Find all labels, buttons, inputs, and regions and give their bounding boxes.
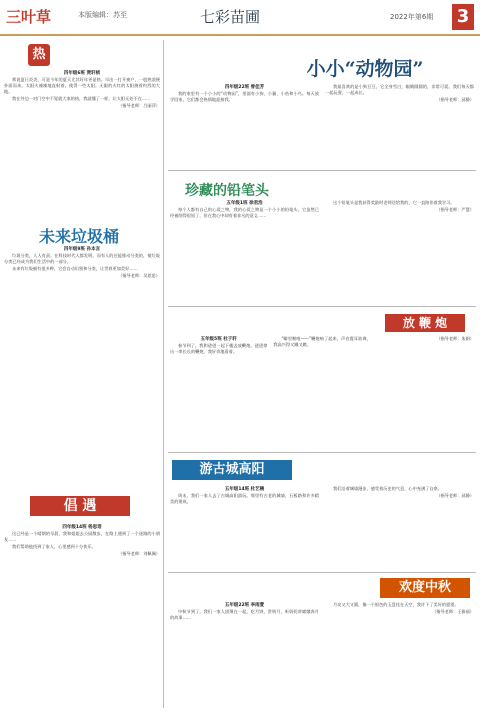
- article-title-re: 热: [28, 44, 50, 66]
- section-divider: [168, 452, 476, 453]
- teacher-sign: （指导老师：邱静）: [436, 493, 474, 499]
- article-encounter: [4, 524, 160, 704]
- paragraph: 每个人都有自己的心爱之物，我的心爱之物是一个小小的铅笔头。它虽然已经被削得很短了，但在我心中却有着非凡的意义……: [170, 207, 319, 219]
- article-trash: [4, 246, 160, 396]
- masthead-logo: 三叶草: [6, 8, 52, 26]
- article-zoo: [170, 84, 474, 164]
- teacher-sign: （指导老师：邱静）: [436, 97, 474, 103]
- teacher-sign: （指导老师：王雅丽）: [432, 609, 474, 615]
- paragraph: 月亮又大又圆，像一个银色的玉盘挂在天空，我许下了美好的愿望。: [333, 602, 459, 607]
- paragraph: 春节到了，我和爸爸一起下楼去放鞭炮。爸爸拿出一串长长的鞭炮，我好奇地看着。: [170, 343, 268, 355]
- byline: 五年级22班 李雨萱: [224, 603, 265, 608]
- paragraph: 周末，我们一家人去了古城高阳游玩。那里有古老的城墙、石板路和许多精美的建筑。: [170, 493, 319, 505]
- paragraph: 我们帮助他找到了家人，心里感到十分快乐。: [12, 544, 96, 550]
- paragraph: 我们沿着城墙漫步，感受着历史的气息，心中充满了自豪。: [333, 486, 442, 491]
- page-editor: 本版编辑：苏至: [78, 11, 127, 19]
- paragraph: 未来有垃圾桶有很多种，它会自动识别和分类，让世界更加美好……: [12, 266, 138, 272]
- paragraph: 我的家里有一个小小的“动物园”，里面有小狗、小猫、小鱼和小鸟。每天放学回家，它们都会热情地迎接我。: [170, 91, 319, 103]
- issue-date: 2022年第6期: [390, 13, 434, 21]
- teacher-sign: （指导老师：吕丽萍）: [118, 103, 160, 109]
- section-name: 七彩苗圃: [200, 8, 261, 26]
- article-title-gaoyang: 游古城高阳: [172, 460, 292, 480]
- byline: 五年级1班 徐君浩: [226, 201, 263, 206]
- article-title-midautumn: 欢度中秋: [380, 578, 470, 598]
- paragraph: 那说夏日炎炎，可是今年的夏天尤其好年更显热。早出一打开窗户，一股热浪便扑面而来，太阳火辣辣地直射着，使得一些太阳。无限的火红的太阳烧着灼烈的大地。: [4, 77, 160, 95]
- teacher-sign: （指导老师：朱娟）: [436, 336, 474, 341]
- byline: 五年级5班 杜子轩: [200, 337, 237, 342]
- page-number: 3: [452, 4, 474, 30]
- paragraph: 中秋节到了，我们一家人团聚在一起，吃月饼，赏明月，听奶奶讲嫦娥奔月的故事……: [170, 609, 319, 621]
- paragraph: 垃圾分类，人人有责。在科技时代人都发明，而有人的还能推动分类的，使垃圾分类已经成为我们生活中的一部分。: [4, 253, 160, 265]
- byline: 五年级14班 杜艺楠: [224, 487, 265, 492]
- paragraph: 这已经是一个晴朗的早晨，我和姐姐去公园散步，在路上遇到了一个迷路的小朋友……: [4, 531, 160, 543]
- paragraph: 我在外边一对门空中不觉就大家的热，我就懂了一样，让太阳无处不在……: [12, 96, 151, 102]
- article-title-zoo: 小小“动物园”: [306, 58, 424, 80]
- byline: 四年级14班 杨思语: [62, 525, 102, 530]
- article-title-trash: 未来垃圾桶: [38, 227, 119, 246]
- teacher-sign: （指导老师：刘佩佩）: [118, 551, 160, 557]
- section-divider: [168, 170, 476, 171]
- column-divider: [163, 40, 164, 708]
- article-gaoyang: [170, 486, 474, 566]
- page-header: [0, 0, 480, 36]
- article-midautumn: [170, 602, 474, 706]
- teacher-sign: （指导老师：吴思思）: [118, 273, 160, 279]
- byline: 四年级9班 孙本言: [63, 247, 101, 252]
- paragraph: 我最喜欢的是小狗豆豆，它全身雪白，眼睛圆圆的，非常可爱。我们每天都一起玩耍，一起成长。: [325, 84, 474, 96]
- teacher-sign: （指导老师：严慧）: [436, 207, 474, 213]
- paragraph: “噼里啪啦——”鞭炮响了起来，声音震耳欲聋，我高兴得又蹦又跳。: [273, 336, 371, 348]
- article-firecrackers: [170, 336, 474, 446]
- article-title-pencil: 珍藏的铅笔头: [185, 183, 269, 199]
- article-title-firecrackers: 放 鞭 炮: [385, 314, 465, 332]
- section-divider: [168, 572, 476, 573]
- article-re: [4, 70, 160, 200]
- paragraph: 这个铅笔头是我获得奖励时老师送给我的，它一直陪伴着我学习。: [333, 200, 455, 205]
- byline: 四年级22班 曾佳芳: [224, 85, 265, 90]
- byline: 四年级6班 贾轩桢: [63, 71, 101, 76]
- section-divider: [168, 306, 476, 307]
- article-pencil: [170, 200, 474, 300]
- article-title-encounter: 倡 遇: [30, 496, 130, 516]
